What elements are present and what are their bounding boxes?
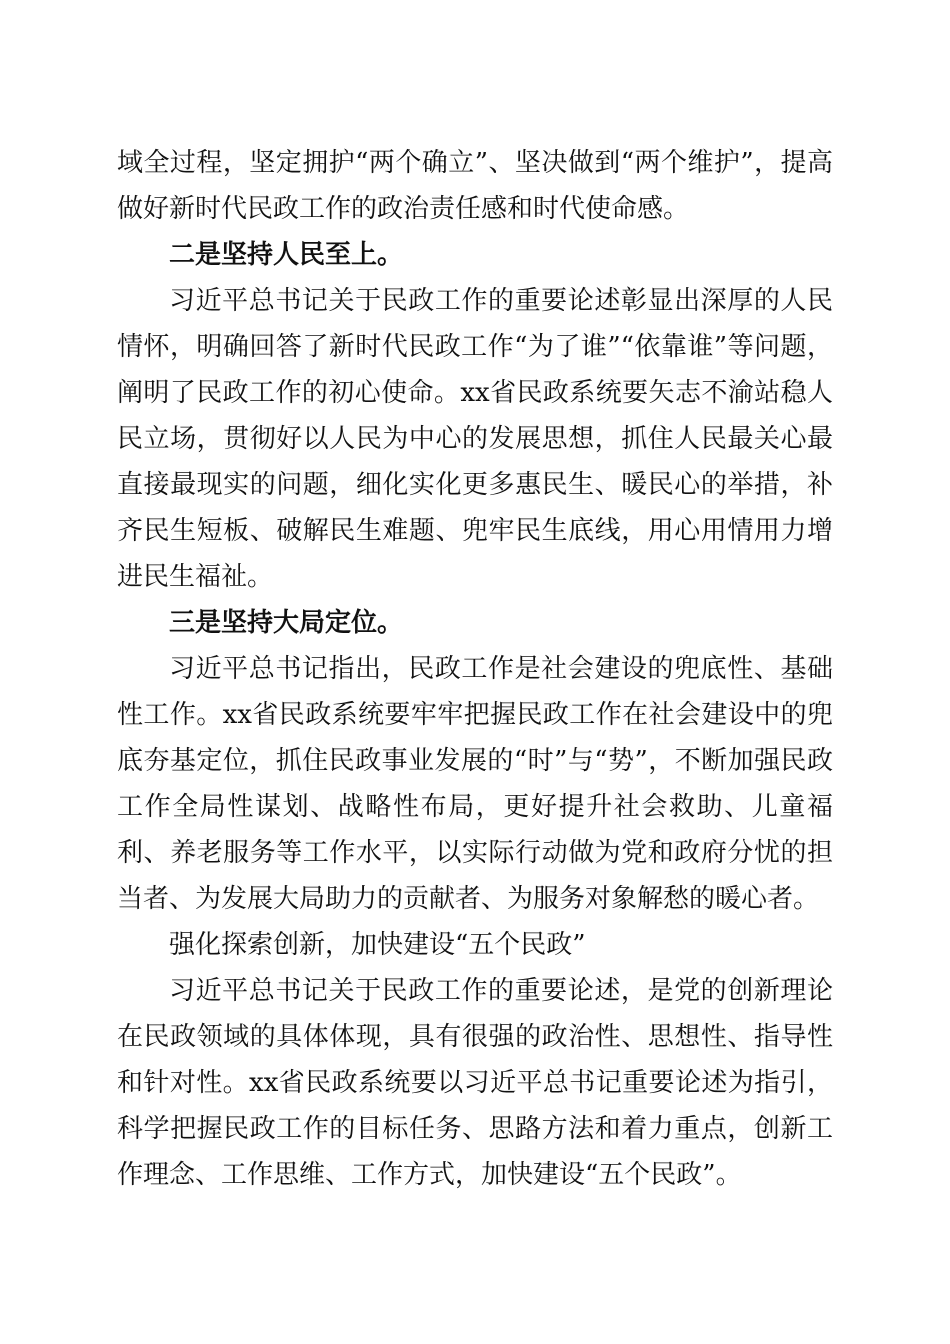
paragraph-innovation: 习近平总书记关于民政工作的重要论述，是党的创新理论在民政领域的具体体现，具有很强的政治性、思想性、指导性和针对性。xx省民政系统要以习近平总书记重要论述为指引，科学把握民政工作的目标任务、思路方法和着力重点，创新工作理念、工作思维、工作方式，加快建设“五个民政”。: [117, 976, 833, 1190]
paragraph-people-first: 习近平总书记关于民政工作的重要论述彰显出深厚的人民情怀，明确回答了新时代民政工作“为了谁”“依靠谁”等问题，阐明了民政工作的初心使命。xx省民政系统要矢志不渝站稳人民立场，贯彻好以人民为中心的发展思想，抓住人民最关心最直接最现实的问题，细化实化更多惠民生、暖民心的举措，补齐民生短板、破解民生难题、兜牢民生底线，用心用情用力增进民生福祉。: [117, 286, 833, 592]
section-heading-people-first: 二是坚持人民至上。: [169, 240, 404, 270]
paragraph-overall-position: 习近平总书记指出，民政工作是社会建设的兜底性、基础性工作。xx省民政系统要牢牢把握民政工作在社会建设中的兜底夯基定位，抓住民政事业发展的“时”与“势”，不断加强民政工作全局性谋划、战略性布局，更好提升社会救助、儿童福利、养老服务等工作水平，以实际行动做为党和政府分忧的担当者、为发展大局助力的贡献者、为服务对象解愁的暖心者。: [117, 654, 833, 914]
section-heading-overall-position: 三是坚持大局定位。: [169, 608, 404, 638]
paragraph-continuation: 域全过程，坚定拥护“两个确立”、坚决做到“两个维护”，提高做好新时代民政工作的政治责任感和时代使命感。: [117, 148, 833, 224]
section-heading-innovation: 强化探索创新，加快建设“五个民政”: [169, 930, 586, 960]
document-body: [117, 140, 833, 1198]
